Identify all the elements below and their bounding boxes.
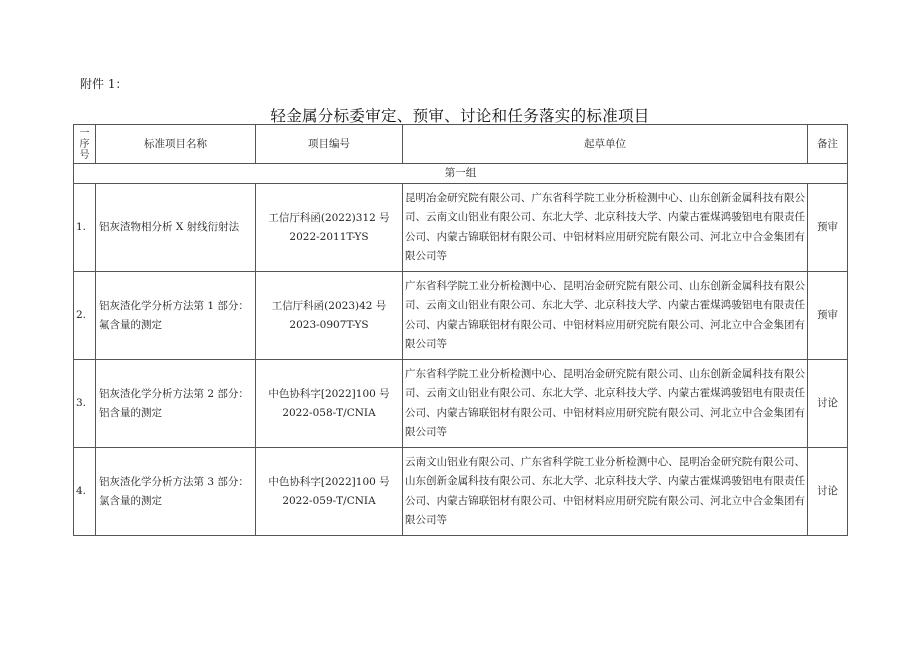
row-project-code: 工信厅科函(2022)312 号 2022-2011T-YS [256, 184, 403, 272]
row-number: 2. [74, 272, 96, 360]
row-drafting-units: 云南文山铝业有限公司、广东省科学院工业分析检测中心、昆明冶金研究院有限公司、山东创新金属科技有限公司、东北大学、北京科技大学、内蒙古霍煤鸿骏铝电有限责任公司、内蒙古锦联铝材有限公司、中铝材料应用研究院有限公司、河北立中合金集团有限公司等 [403, 448, 808, 536]
row-drafting-units: 广东省科学院工业分析检测中心、昆明冶金研究院有限公司、山东创新金属科技有限公司、云南文山铝业有限公司、东北大学、北京科技大学、内蒙古霍煤鸿骏铝电有限责任公司、内蒙古锦联铝材有限公司、中铝材料应用研究院有限公司、河北立中合金集团有限公司等 [403, 360, 808, 448]
row-remark: 预审 [808, 272, 848, 360]
row-number: 1. [74, 184, 96, 272]
table-row [74, 448, 848, 536]
group-row [74, 164, 848, 184]
table-row [74, 184, 848, 272]
row-remark: 讨论 [808, 360, 848, 448]
header-remarks: 备注 [808, 125, 848, 164]
table-row [74, 272, 848, 360]
standards-table [73, 124, 848, 536]
header-project-code: 项目编号 [256, 125, 403, 164]
row-drafting-units: 昆明冶金研究院有限公司、广东省科学院工业分析检测中心、山东创新金属科技有限公司、云南文山铝业有限公司、东北大学、北京科技大学、内蒙古霍煤鸿骏铝电有限责任公司、内蒙古锦联铝材有限公司、中铝材料应用研究院有限公司、河北立中合金集团有限公司等 [403, 184, 808, 272]
document-title: 轻金属分标委审定、预审、讨论和任务落实的标准项目 [270, 107, 650, 125]
row-number: 4. [74, 448, 96, 536]
row-remark: 预审 [808, 184, 848, 272]
row-standard-name: 铝灰渣化学分析方法第 2 部分：铝含量的测定 [96, 360, 256, 448]
group-label: 第一组 [74, 164, 848, 184]
row-drafting-units: 广东省科学院工业分析检测中心、昆明冶金研究院有限公司、山东创新金属科技有限公司、云南文山铝业有限公司、东北大学、北京科技大学、内蒙古霍煤鸿骏铝电有限责任公司、内蒙古锦联铝材有限公司、中铝材料应用研究院有限公司、河北立中合金集团有限公司等 [403, 272, 808, 360]
annex-label: 附件 1： [80, 77, 128, 91]
row-project-code: 中色协科字[2022]100 号 2022-059-T/CNIA [256, 448, 403, 536]
row-project-code: 工信厅科函(2023)42 号 2023-0907T-YS [256, 272, 403, 360]
header-serial-number: 一 序 号 [74, 125, 96, 164]
header-drafting-units: 起草单位 [403, 125, 808, 164]
row-remark: 讨论 [808, 448, 848, 536]
row-standard-name: 铝灰渣物相分析 X 射线衍射法 [96, 184, 256, 272]
row-project-code: 中色协科字[2022]100 号 2022-058-T/CNIA [256, 360, 403, 448]
row-standard-name: 铝灰渣化学分析方法第 1 部分：氟含量的测定 [96, 272, 256, 360]
header-standard-name: 标准项目名称 [96, 125, 256, 164]
table-header-row [74, 125, 848, 164]
table-row [74, 360, 848, 448]
row-standard-name: 铝灰渣化学分析方法第 3 部分：氯含量的测定 [96, 448, 256, 536]
row-number: 3. [74, 360, 96, 448]
